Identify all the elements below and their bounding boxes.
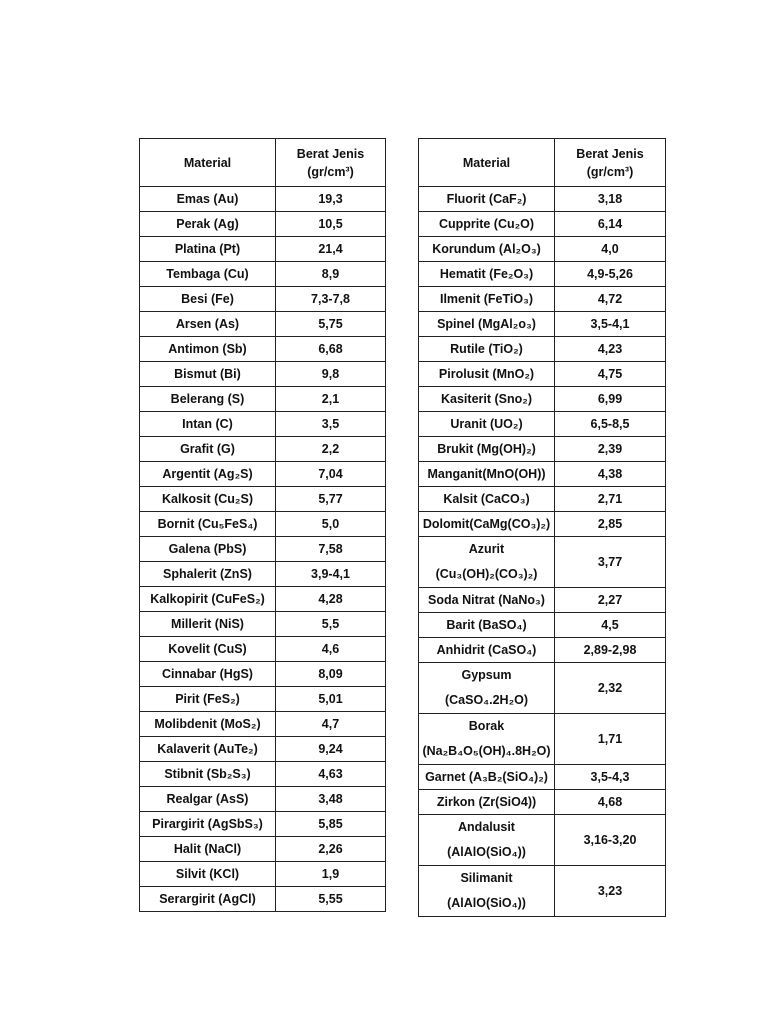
density-cell: 4,72 <box>555 287 666 312</box>
material-name: Dolomit(CaMg(CO₃)₂) <box>422 517 551 531</box>
density-cell: 4,68 <box>555 790 666 815</box>
density-cell: 3,5 <box>276 412 386 437</box>
table-row <box>140 862 386 887</box>
material-name: Stibnit (Sb₂S₃) <box>164 767 251 781</box>
density-cell: 5,85 <box>276 812 386 837</box>
table-row <box>140 287 386 312</box>
table-row <box>140 887 386 912</box>
material-cell <box>419 287 555 312</box>
density-cell: 2,89-2,98 <box>555 638 666 663</box>
material-cell <box>419 613 555 638</box>
table-row <box>140 212 386 237</box>
material-formula: (AlAlO(SiO₄)) <box>447 896 526 910</box>
material-cell <box>419 337 555 362</box>
table-row <box>140 687 386 712</box>
material-name: Galena (PbS) <box>168 542 247 556</box>
table-row <box>140 787 386 812</box>
material-name: Korundum (Al₂O₃) <box>432 242 541 256</box>
material-cell <box>419 512 555 537</box>
density-header-line2: (gr/cm³) <box>586 164 634 179</box>
density-cell: 3,5-4,1 <box>555 312 666 337</box>
material-name: Serargirit (AgCl) <box>159 892 256 906</box>
material-name: Tembaga (Cu) <box>166 267 249 281</box>
density-cell: 7,04 <box>276 462 386 487</box>
material-cell <box>419 714 555 765</box>
table-row <box>419 638 666 663</box>
table-row <box>140 262 386 287</box>
material-cell <box>140 512 276 537</box>
material-cell <box>140 537 276 562</box>
density-cell: 9,8 <box>276 362 386 387</box>
material-name: Spinel (MgAl₂o₃) <box>437 317 536 331</box>
density-cell: 2,1 <box>276 387 386 412</box>
table-row <box>419 337 666 362</box>
material-name: Gypsum <box>461 668 512 682</box>
material-name: Anhidrit (CaSO₄) <box>436 643 537 657</box>
table-row <box>140 662 386 687</box>
material-cell <box>140 612 276 637</box>
material-cell <box>419 866 555 917</box>
density-cell: 2,39 <box>555 437 666 462</box>
material-name: Andalusit <box>458 820 515 834</box>
table-row <box>140 487 386 512</box>
table-row <box>419 287 666 312</box>
material-cell <box>419 387 555 412</box>
material-name: Perak (Ag) <box>176 217 239 231</box>
table-row <box>140 337 386 362</box>
table-row <box>140 837 386 862</box>
material-name: Uranit (UO₂) <box>450 417 523 431</box>
material-name: Platina (Pt) <box>174 242 241 256</box>
material-cell <box>140 312 276 337</box>
table-row <box>419 487 666 512</box>
material-cell <box>140 687 276 712</box>
density-cell: 3,18 <box>555 187 666 212</box>
density-cell: 5,0 <box>276 512 386 537</box>
table-row <box>140 737 386 762</box>
density-column-header <box>555 139 666 187</box>
table-row <box>140 512 386 537</box>
table-row <box>419 362 666 387</box>
density-cell: 2,2 <box>276 437 386 462</box>
material-name: Kalkosit (Cu₂S) <box>162 492 253 506</box>
table-row <box>419 588 666 613</box>
material-formula: (Na₂B₄O₅(OH)₄.8H₂O) <box>422 744 551 758</box>
density-cell: 3,77 <box>555 537 666 588</box>
material-name: Rutile (TiO₂) <box>450 342 523 356</box>
material-cell <box>419 588 555 613</box>
density-cell: 8,09 <box>276 662 386 687</box>
density-cell: 6,99 <box>555 387 666 412</box>
material-cell <box>419 765 555 790</box>
material-cell <box>419 237 555 262</box>
density-cell: 8,9 <box>276 262 386 287</box>
table-row <box>140 237 386 262</box>
density-cell: 4,7 <box>276 712 386 737</box>
density-cell: 6,68 <box>276 337 386 362</box>
density-cell: 1,9 <box>276 862 386 887</box>
table-row <box>419 462 666 487</box>
density-cell: 19,3 <box>276 187 386 212</box>
density-cell: 4,6 <box>276 637 386 662</box>
table-row <box>419 866 666 917</box>
density-cell: 5,55 <box>276 887 386 912</box>
material-cell <box>419 362 555 387</box>
table-row <box>419 815 666 866</box>
density-cell: 4,0 <box>555 237 666 262</box>
material-cell <box>140 662 276 687</box>
density-cell: 6,14 <box>555 212 666 237</box>
density-column-header <box>276 139 386 187</box>
density-cell: 5,5 <box>276 612 386 637</box>
material-column-header: Material <box>140 139 276 187</box>
mineral-density-table-right <box>418 138 666 917</box>
density-cell: 4,75 <box>555 362 666 387</box>
material-name: Manganit(MnO(OH)) <box>427 467 546 481</box>
material-name: Pirargirit (AgSbS₃) <box>152 817 263 831</box>
density-cell: 3,48 <box>276 787 386 812</box>
table-row <box>419 412 666 437</box>
material-name: Pirolusit (MnO₂) <box>438 367 535 381</box>
material-cell <box>140 462 276 487</box>
material-cell <box>419 487 555 512</box>
material-name: Argentit (Ag₂S) <box>162 467 253 481</box>
material-name: Intan (C) <box>182 417 233 431</box>
material-cell <box>140 412 276 437</box>
density-cell: 7,3-7,8 <box>276 287 386 312</box>
material-name: Besi (Fe) <box>181 292 234 306</box>
density-cell: 2,85 <box>555 512 666 537</box>
material-name: Barit (BaSO₄) <box>446 618 527 632</box>
table-body-left <box>140 187 386 912</box>
table-header-row <box>140 139 386 187</box>
table-row <box>419 765 666 790</box>
density-cell: 21,4 <box>276 237 386 262</box>
table-row <box>419 613 666 638</box>
material-cell <box>419 638 555 663</box>
density-cell: 4,5 <box>555 613 666 638</box>
material-name: Molibdenit (MoS₂) <box>154 717 261 731</box>
table-header-row <box>419 139 666 187</box>
table-body-right <box>419 187 666 917</box>
density-cell: 5,77 <box>276 487 386 512</box>
material-cell <box>140 212 276 237</box>
density-cell: 9,24 <box>276 737 386 762</box>
density-header-line1: Berat Jenis <box>576 146 644 161</box>
density-cell: 5,75 <box>276 312 386 337</box>
table-row <box>140 612 386 637</box>
mineral-density-table-left <box>139 138 386 912</box>
table-row <box>419 387 666 412</box>
table-row <box>140 637 386 662</box>
table-row <box>419 790 666 815</box>
table-row <box>140 762 386 787</box>
density-cell: 2,26 <box>276 837 386 862</box>
material-cell <box>419 437 555 462</box>
material-cell <box>419 815 555 866</box>
density-cell: 1,71 <box>555 714 666 765</box>
material-cell <box>140 437 276 462</box>
material-name: Antimon (Sb) <box>168 342 247 356</box>
density-header-line2: (gr/cm³) <box>307 164 354 179</box>
density-cell: 3,16-3,20 <box>555 815 666 866</box>
density-cell: 4,23 <box>555 337 666 362</box>
material-cell <box>140 337 276 362</box>
material-formula: (CaSO₄.2H₂O) <box>444 693 529 707</box>
material-cell <box>140 812 276 837</box>
material-name: Emas (Au) <box>176 192 239 206</box>
material-cell <box>140 287 276 312</box>
table-row <box>419 312 666 337</box>
material-name: Silimanit <box>460 871 513 885</box>
material-column-header: Material <box>419 139 555 187</box>
material-cell <box>419 312 555 337</box>
material-cell <box>140 187 276 212</box>
material-name: Brukit (Mg(OH)₂) <box>437 442 536 456</box>
table-row <box>140 462 386 487</box>
material-cell <box>419 212 555 237</box>
material-name: Halit (NaCl) <box>173 842 242 856</box>
table-row <box>140 362 386 387</box>
material-name: Kalsit (CaCO₃) <box>443 492 530 506</box>
density-cell: 2,27 <box>555 588 666 613</box>
material-cell <box>140 762 276 787</box>
material-name: Soda Nitrat (NaNo₃) <box>428 593 545 607</box>
material-formula: (Cu₃(OH)₂(CO₃)₂) <box>435 567 538 581</box>
material-name: Silvit (KCl) <box>175 867 240 881</box>
material-cell <box>419 537 555 588</box>
table-row <box>419 212 666 237</box>
density-cell: 4,63 <box>276 762 386 787</box>
material-name: Kalaverit (AuTe₂) <box>157 742 258 756</box>
material-name: Arsen (As) <box>175 317 240 331</box>
material-name: Bismut (Bi) <box>174 367 241 381</box>
table-row <box>140 562 386 587</box>
material-name: Garnet (A₃B₂(SiO₄)₂) <box>425 770 548 784</box>
table-row <box>140 712 386 737</box>
material-name: Cupprite (Cu₂O) <box>438 217 535 231</box>
table-row <box>419 537 666 588</box>
density-cell: 3,23 <box>555 866 666 917</box>
material-name: Kovelit (CuS) <box>168 642 247 656</box>
material-name: Cinnabar (HgS) <box>162 667 253 681</box>
density-cell: 5,01 <box>276 687 386 712</box>
density-cell: 3,9-4,1 <box>276 562 386 587</box>
table-row <box>140 437 386 462</box>
density-cell: 7,58 <box>276 537 386 562</box>
material-cell <box>140 237 276 262</box>
material-name: Ilmenit (FeTiO₃) <box>439 292 534 306</box>
material-cell <box>140 837 276 862</box>
table-row <box>140 187 386 212</box>
material-cell <box>140 862 276 887</box>
table-row <box>140 387 386 412</box>
material-name: Fluorit (CaF₂) <box>446 192 527 206</box>
density-cell: 6,5-8,5 <box>555 412 666 437</box>
material-name: Bornit (Cu₅FeS₄) <box>157 517 258 531</box>
table-row <box>419 262 666 287</box>
material-cell <box>140 887 276 912</box>
material-cell <box>140 487 276 512</box>
material-cell <box>419 663 555 714</box>
table-row <box>419 663 666 714</box>
material-cell <box>419 187 555 212</box>
table-row <box>140 537 386 562</box>
material-cell <box>419 462 555 487</box>
material-name: Borak <box>468 719 505 733</box>
table-row <box>419 512 666 537</box>
material-name: Zirkon (Zr(SiO4)) <box>436 795 537 809</box>
material-name: Azurit <box>468 542 505 556</box>
material-cell <box>140 362 276 387</box>
table-row <box>140 312 386 337</box>
density-cell: 2,32 <box>555 663 666 714</box>
material-cell <box>140 787 276 812</box>
table-row <box>419 237 666 262</box>
material-cell <box>140 712 276 737</box>
density-header-line1: Berat Jenis <box>296 146 365 161</box>
table-row <box>140 587 386 612</box>
density-cell: 2,71 <box>555 487 666 512</box>
material-cell <box>140 587 276 612</box>
material-cell <box>419 790 555 815</box>
material-cell <box>140 562 276 587</box>
material-name: Hematit (Fe₂O₃) <box>439 267 534 281</box>
material-cell <box>140 262 276 287</box>
material-cell <box>140 737 276 762</box>
material-cell <box>419 412 555 437</box>
material-cell <box>140 637 276 662</box>
table-row <box>419 187 666 212</box>
density-cell: 4,38 <box>555 462 666 487</box>
material-name: Grafit (G) <box>180 442 235 456</box>
material-name: Pirit (FeS₂) <box>175 692 240 706</box>
density-cell: 10,5 <box>276 212 386 237</box>
density-cell: 3,5-4,3 <box>555 765 666 790</box>
table-row <box>140 412 386 437</box>
material-name: Kasiterit (Sno₂) <box>441 392 532 406</box>
material-name: Millerit (NiS) <box>171 617 244 631</box>
material-name: Sphalerit (ZnS) <box>163 567 252 581</box>
density-cell: 4,9-5,26 <box>555 262 666 287</box>
material-cell <box>140 387 276 412</box>
table-row <box>419 437 666 462</box>
material-name: Kalkopirit (CuFeS₂) <box>150 592 265 606</box>
material-name: Belerang (S) <box>170 392 245 406</box>
table-row <box>140 812 386 837</box>
material-formula: (AlAlO(SiO₄)) <box>447 845 526 859</box>
material-name: Realgar (AsS) <box>166 792 249 806</box>
table-row <box>419 714 666 765</box>
material-cell <box>419 262 555 287</box>
density-cell: 4,28 <box>276 587 386 612</box>
